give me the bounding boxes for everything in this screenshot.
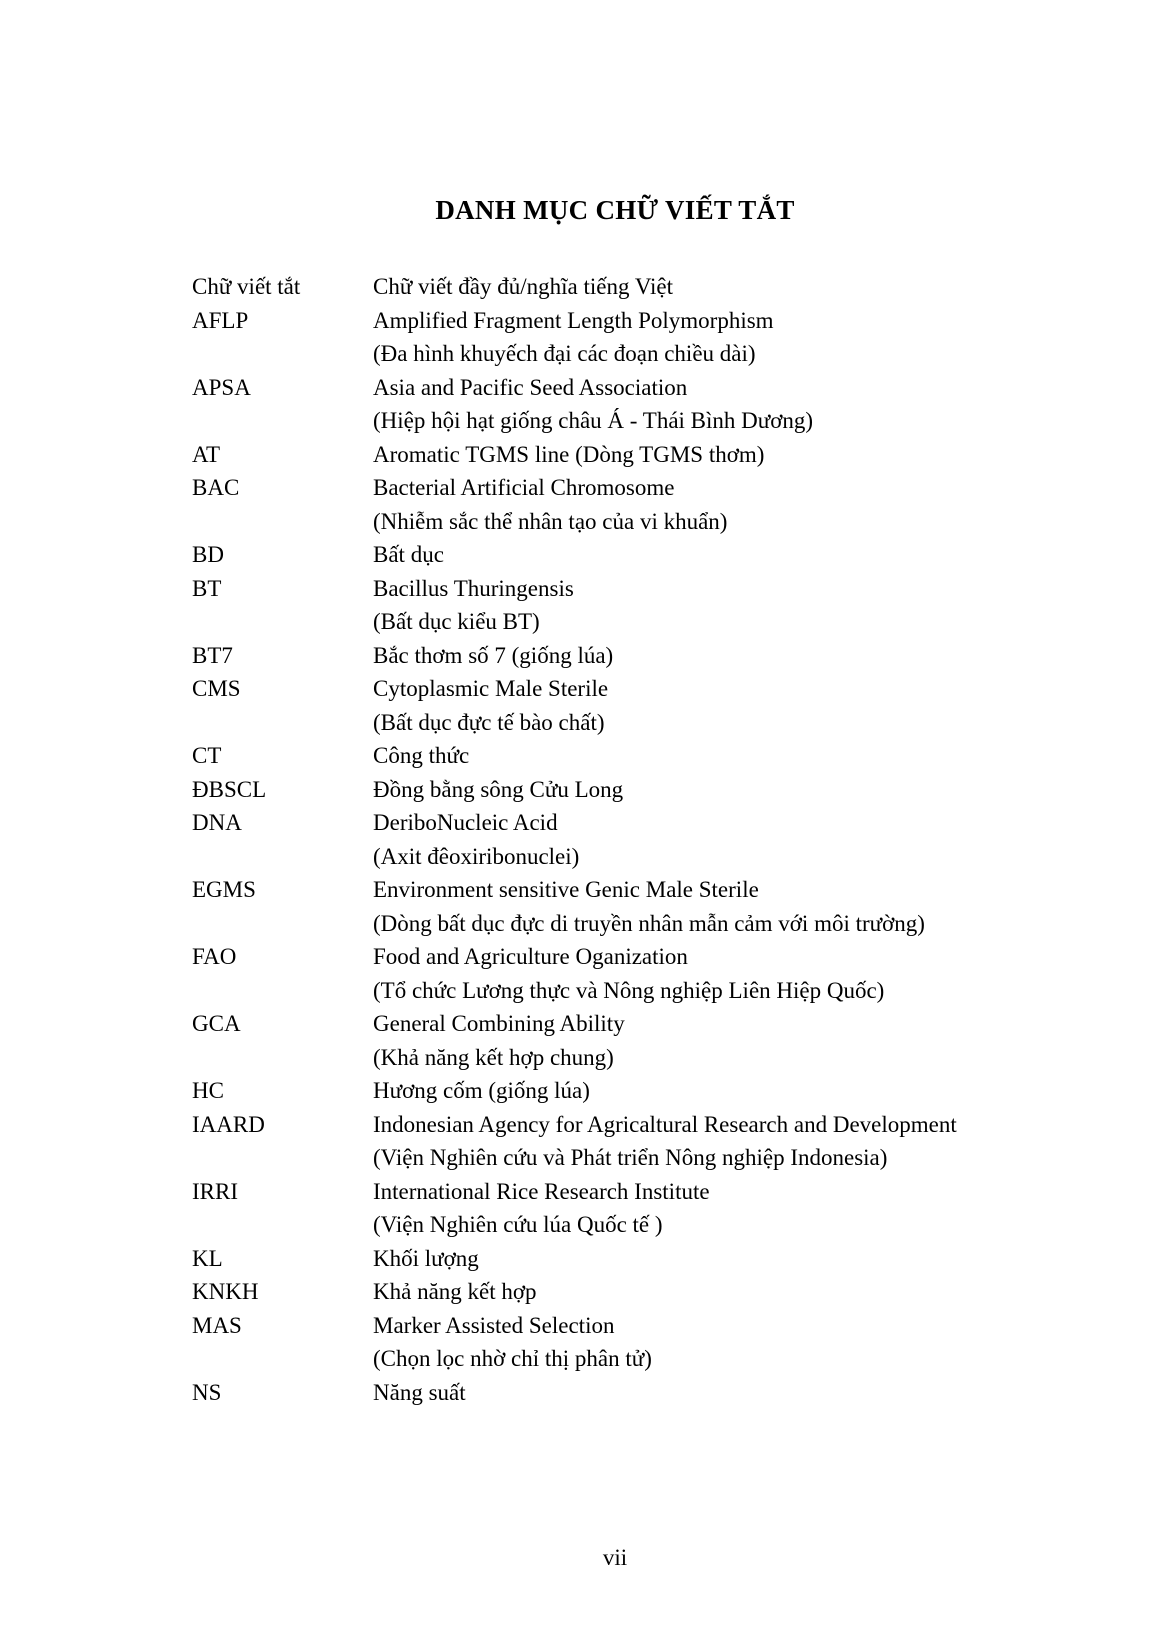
table-row (192, 1376, 1102, 1410)
definition-cell (373, 1007, 1102, 1074)
definition-cell (373, 806, 1102, 873)
definition-cell (373, 773, 1102, 807)
abbreviation-cell: ĐBSCL (192, 776, 267, 802)
table-row (192, 1275, 1102, 1309)
abbreviation-cell: BT (192, 575, 222, 601)
abbreviation-cell: IAARD (192, 1111, 265, 1137)
definition-cell (373, 1309, 1102, 1376)
table-row (192, 1175, 1102, 1242)
definition-line: Cytoplasmic Male Sterile (373, 676, 609, 701)
definition-line: International Rice Research Institute (373, 1178, 710, 1204)
table-row (192, 672, 1102, 739)
definition-line: (Tổ chức Lương thực và Nông nghiệp Liên Hiệp Quốc) (373, 977, 885, 1003)
table-row (192, 1309, 1102, 1376)
definition-cell (373, 1376, 1102, 1410)
definition-line: (Nhiễm sắc thể nhân tạo của vi khuẩn) (373, 508, 728, 534)
definition-line: Khả năng kết hợp (373, 1279, 537, 1304)
definition-cell (373, 538, 1102, 572)
table-row (192, 940, 1102, 1007)
definition-line: Bacterial Artificial Chromosome (373, 475, 675, 500)
definition-cell (373, 1108, 1102, 1175)
abbreviation-cell: AT (192, 441, 221, 467)
abbreviation-cell: CT (192, 743, 222, 768)
table-row (192, 1007, 1102, 1074)
definition-cell (373, 1175, 1102, 1242)
abbreviation-cell: BD (192, 542, 224, 567)
definition-cell (373, 471, 1102, 538)
abbreviation-cell: CMS (192, 676, 241, 701)
definition-cell (373, 873, 1102, 940)
definition-line: (Chọn lọc nhờ chỉ thị phân tử) (373, 1346, 652, 1371)
definition-line: Environment sensitive Genic Male Sterile (373, 877, 759, 902)
table-row (192, 639, 1102, 673)
definition-line: Marker Assisted Selection (373, 1312, 615, 1338)
table-row (192, 773, 1102, 807)
table-row (192, 471, 1102, 538)
definition-cell (373, 739, 1102, 773)
table-row (192, 806, 1102, 873)
header-abbr-label: Chữ viết tắt (192, 274, 301, 299)
definition-line: Công thức (373, 743, 470, 768)
definition-line: Bất dục (373, 542, 444, 567)
definition-line: Asia and Pacific Seed Association (373, 374, 688, 400)
definition-cell (373, 940, 1102, 1007)
table-row (192, 1108, 1102, 1175)
page-title: DANH MỤC CHỮ VIẾT TẮT (435, 195, 795, 225)
definition-line: Aromatic TGMS line (Dòng TGMS thơm) (373, 441, 765, 467)
abbreviation-cell: APSA (192, 374, 251, 400)
header-full-label: Chữ viết đầy đủ/nghĩa tiếng Việt (373, 274, 674, 299)
definition-line: Food and Agriculture Oganization (373, 944, 688, 969)
table-row (192, 1242, 1102, 1276)
definition-line: (Viện Nghiên cứu và Phát triển Nông nghiệp Indonesia) (373, 1145, 888, 1170)
table-row (192, 572, 1102, 639)
abbreviation-cell: IRRI (192, 1178, 238, 1204)
definition-cell (373, 438, 1102, 472)
table-row (192, 739, 1102, 773)
definition-line: General Combining Ability (373, 1011, 625, 1036)
definition-cell (373, 1275, 1102, 1309)
abbreviation-cell: BT7 (192, 642, 233, 668)
definition-line: (Viện Nghiên cứu lúa Quốc tế ) (373, 1212, 663, 1237)
abbreviation-cell: BAC (192, 475, 240, 500)
definition-cell (373, 572, 1102, 639)
definition-line: (Đa hình khuyếch đại các đoạn chiều dài) (373, 341, 756, 366)
abbreviation-cell: HC (192, 1078, 224, 1103)
definition-line: Đồng bằng sông Cửu Long (373, 776, 624, 802)
abbreviation-cell: DNA (192, 810, 242, 835)
definition-line: (Hiệp hội hạt giống châu Á - Thái Bình Dương) (373, 408, 814, 433)
definition-line: DeriboNucleic Acid (373, 810, 558, 835)
definition-line: Khối lượng (373, 1245, 479, 1271)
definition-line: Amplified Fragment Length Polymorphism (373, 307, 774, 333)
table-row (192, 438, 1102, 472)
table-row (192, 873, 1102, 940)
abbreviation-table (192, 270, 1102, 1409)
table-row (192, 538, 1102, 572)
abbreviation-cell: KNKH (192, 1279, 259, 1304)
abbreviation-cell: AFLP (192, 307, 249, 333)
definition-cell (373, 371, 1102, 438)
definition-line: (Bất dục đực tế bào chất) (373, 709, 605, 735)
definition-line: (Bất dục kiểu BT) (373, 609, 540, 634)
definition-cell (373, 672, 1102, 739)
definition-cell (373, 1074, 1102, 1108)
definition-line: Hương cốm (giống lúa) (373, 1078, 590, 1103)
definition-cell (373, 304, 1102, 371)
table-row (192, 304, 1102, 371)
definition-line: (Axit đêoxiribonuclei) (373, 843, 580, 869)
definition-line: Bắc thơm số 7 (giống lúa) (373, 642, 614, 668)
page-number: vii (602, 1545, 628, 1570)
abbreviation-cell: KL (192, 1245, 223, 1271)
abbreviation-cell: EGMS (192, 877, 256, 902)
definition-line: (Dòng bất dục đực di truyền nhân mẫn cảm với môi trường) (373, 910, 925, 936)
definition-line: Năng suất (373, 1379, 466, 1405)
abbreviation-cell: NS (192, 1379, 222, 1405)
table-row (192, 1074, 1102, 1108)
abbreviation-cell: FAO (192, 944, 237, 969)
table-header-row (192, 270, 1102, 304)
definition-line: Bacillus Thuringensis (373, 575, 574, 601)
definition-cell (373, 639, 1102, 673)
definition-cell (373, 1242, 1102, 1276)
definition-line: (Khả năng kết hợp chung) (373, 1044, 614, 1070)
abbreviation-cell: MAS (192, 1312, 242, 1338)
table-row (192, 371, 1102, 438)
abbreviation-cell: GCA (192, 1011, 241, 1036)
definition-line: Indonesian Agency for Agricaltural Research and Development (373, 1111, 957, 1137)
